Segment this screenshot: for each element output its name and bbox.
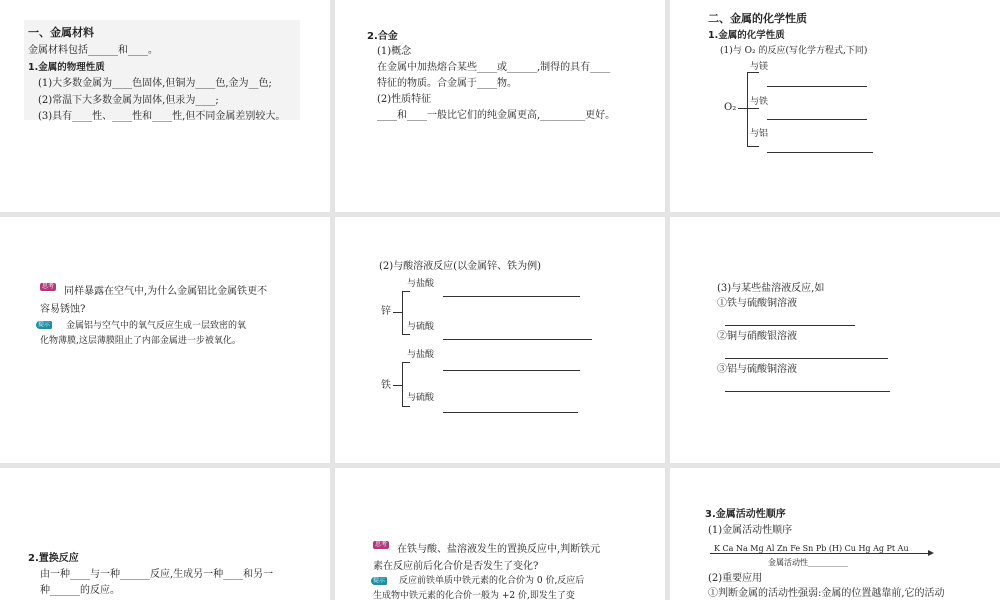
slide-chemical-properties[interactable] [670, 0, 1000, 212]
section-heading: (3)与某些盐溶液反应,如 [717, 283, 825, 294]
list-item: ②铜与硝酸银溶液 [717, 331, 797, 342]
section-heading: (2)与酸溶液反应(以金属锌、铁为例) [379, 261, 541, 272]
answer-line: 化物薄膜,这层薄膜阻止了内部金属进一步被氧化。 [40, 336, 241, 346]
list-item: ①铁与硫酸铜溶液 [717, 298, 797, 309]
arrow-label: 金属活动性__________ [768, 558, 848, 567]
branch-tick [402, 406, 410, 407]
slide-acid-reactions[interactable] [335, 217, 665, 463]
answer-blank [443, 370, 580, 371]
branch-stem [393, 312, 402, 313]
sub-heading: 1.金属的化学性质 [708, 30, 785, 41]
answer-blank [767, 152, 873, 153]
question-line: 容易锈蚀? [40, 304, 86, 315]
slide-think-aluminum[interactable] [0, 217, 330, 463]
text-line: ____和____一般比它们的纯金属更高,_________更好。 [377, 110, 616, 121]
branch-stem [393, 385, 402, 386]
branch-tick [747, 146, 759, 147]
text-line: (1)与 O₂ 的反应(写化学方程式,下同) [720, 46, 868, 56]
section-heading: 一、金属材料 [28, 26, 94, 39]
iron-label: 铁 [381, 380, 391, 391]
branch-tick [402, 362, 410, 363]
branch-label: 与铁 [750, 97, 769, 107]
series-arrow [710, 553, 932, 554]
branch-tick [402, 291, 410, 292]
section-heading: 3.金属活动性顺序 [705, 509, 786, 520]
answer-blank [443, 412, 578, 413]
answer-line: 反应前铁单质中铁元素的化合价为 0 价,反应后 [399, 576, 585, 586]
zinc-label: 锌 [381, 306, 391, 317]
text-line: (1)大多数金属为____色固体,但铜为____色,金为__色; [38, 78, 272, 89]
text-line: (1)金属活动性顺序 [708, 525, 793, 536]
branch-bracket [747, 72, 748, 146]
sub-heading: 1.金属的物理性质 [28, 62, 105, 73]
text-line: 特征的物质。合金属于____物。 [377, 78, 517, 89]
think-icon: 思考 [42, 283, 55, 290]
slide-displacement[interactable] [0, 468, 330, 600]
answer-blank [767, 119, 867, 120]
text-line: (2)重要应用 [708, 573, 763, 584]
text-line: (2)性质特征 [377, 94, 432, 105]
branch-label: 与盐酸 [407, 350, 435, 360]
slide-alloy[interactable] [335, 0, 665, 212]
section-heading: 二、金属的化学性质 [708, 12, 807, 25]
think-icon: 思考 [375, 541, 388, 548]
branch-label: 与镁 [750, 62, 769, 72]
answer-line: 金属铝与空气中的氧气反应生成一层致密的氧 [66, 321, 247, 331]
slide-activity-series[interactable] [670, 468, 1000, 600]
text-line: (2)常温下大多数金属为固体,但汞为____; [38, 95, 219, 106]
slide-metal-materials[interactable] [0, 0, 330, 212]
branch-label: 与硫酸 [407, 393, 435, 403]
answer-blank [725, 358, 888, 359]
list-item: ③铝与硫酸铜溶液 [717, 364, 797, 375]
answer-blank [443, 339, 592, 340]
branch-label: 与硫酸 [407, 322, 435, 332]
answer-blank [725, 325, 855, 326]
hint-icon: 提示 [373, 577, 386, 584]
slide-salt-reactions[interactable] [670, 217, 1000, 463]
text-line: 由一种____与一种______反应,生成另一种____和另一 [40, 569, 274, 580]
branch-tick [402, 334, 410, 335]
text-line: (3)具有____性、____性和____性,但不同金属差别较大。 [38, 111, 286, 122]
hint-icon: 提示 [38, 321, 51, 328]
text-line: 金属材料包括______和____。 [28, 45, 158, 56]
section-heading: 2.置换反应 [28, 553, 79, 564]
branch-label: 与盐酸 [407, 279, 435, 289]
branch-bracket [402, 291, 403, 334]
activity-series: K Ca Na Mg Al Zn Fe Sn Pb (H) Cu Hg Ag Pt Au [714, 544, 909, 553]
text-line: ①判断金属的活动性强弱:金属的位置越靠前,它的活动 [708, 588, 945, 599]
question-line: 在铁与酸、盐溶液发生的置换反应中,判断铁元 [397, 544, 601, 555]
answer-line: 生成物中铁元素的化合价一般为 +2 价,即发生了变 [373, 591, 575, 600]
answer-blank [767, 86, 867, 87]
slide-think-iron-valence[interactable] [335, 468, 665, 600]
answer-blank [443, 296, 580, 297]
text-line: (1)概念 [377, 46, 412, 57]
section-heading: 2.合金 [367, 31, 398, 42]
text-line: 种______的反应。 [40, 585, 120, 596]
question-line: 素在反应前后化合价是否发生了变化? [373, 561, 539, 572]
branch-bracket [402, 362, 403, 406]
o2-label: O₂ [724, 102, 737, 113]
answer-blank [725, 391, 890, 392]
question-line: 同样暴露在空气中,为什么金属铝比金属铁更不 [64, 286, 268, 297]
branch-label: 与铝 [750, 129, 769, 139]
branch-stem [738, 108, 747, 109]
text-line: 在金属中加热熔合某些____或______,制得的具有____ [377, 62, 611, 73]
